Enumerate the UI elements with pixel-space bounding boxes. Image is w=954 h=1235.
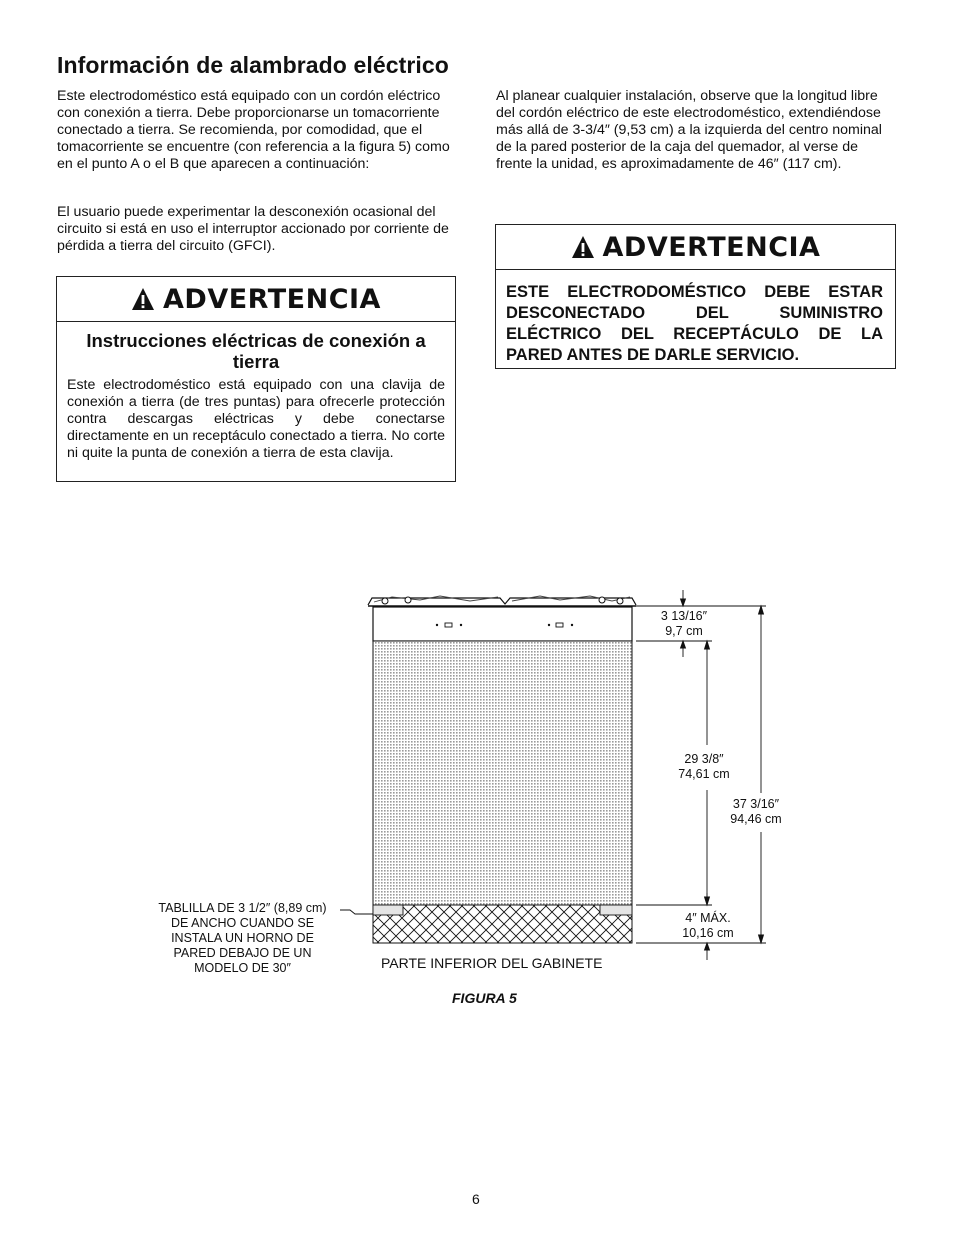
dimension-total-inches: 37 3/16″: [732, 797, 780, 811]
page-number: 6: [472, 1191, 480, 1207]
dimension-total: [716, 797, 796, 827]
warning-header: [496, 225, 895, 270]
dimension-bottom: [668, 911, 748, 941]
left-paragraph-2: El usuario puede experimentar la desconexión ocasional del circuito si está en uso el interruptor accionado por corriente de pérdida a tierra del circuito (GFCI).: [57, 204, 449, 254]
dimension-top-inches: 3 13/16″: [660, 609, 708, 623]
strip-note-line: MODELO DE 30″: [194, 961, 291, 975]
cabinet-bottom-hatch: [373, 905, 632, 943]
dimension-middle: [668, 752, 740, 782]
dimension-middle-inches: 29 3/8″: [684, 752, 724, 766]
strip-note: [140, 901, 345, 976]
dimension-top-cm: 9,7 cm: [665, 624, 703, 638]
warning-box-grounding: [56, 276, 456, 482]
control-panel: [373, 607, 632, 641]
dimension-total-cm: 94,46 cm: [730, 812, 782, 826]
warning-heading: ADVERTENCIA: [602, 231, 821, 263]
dimension-top: [648, 609, 720, 639]
warning-header: [57, 277, 455, 322]
warning-heading: ADVERTENCIA: [163, 283, 381, 315]
page-title: Información de alambrado eléctrico: [57, 52, 449, 78]
warning-body: Este electrodoméstico está equipado con una clavija de conexión a tierra (de tres puntas) para ofrecerle protección contra descargas eléctricas y debe conectarse directamente en un receptáculo conectado a tierra. No corte ni quite la punta de conexión a tierra de esta clavija.: [67, 377, 445, 461]
dimension-middle-cm: 74,61 cm: [678, 767, 730, 781]
warning-box-disconnect: [495, 224, 896, 369]
warning-body: ESTE ELECTRODOMÉSTICO DEBE ESTAR DESCONECTADO DEL SUMINISTRO ELÉCTRICO DEL RECEPTÁCULO DE LA PARED ANTES DE DARLE SERVICIO.: [506, 283, 883, 364]
figure-caption: FIGURA 5: [452, 990, 517, 1006]
cabinet-bottom-label: PARTE INFERIOR DEL GABINETE: [381, 955, 603, 971]
strip-note-line: TABLILLA DE 3 1/2″ (8,89 cm): [158, 901, 327, 915]
strip-note-line: PARED DEBAJO DE UN: [173, 946, 312, 960]
warning-triangle-icon: [131, 287, 155, 311]
strip-note-line: INSTALA UN HORNO DE: [171, 931, 314, 945]
dimension-bottom-inches: 4″ MÁX.: [685, 911, 731, 925]
right-paragraph-1: Al planear cualquier instalación, observe que la longitud libre del cordón eléctrico de este electrodoméstico, extendiéndose más allá de 3-3/4″ (9,53 cm) a la izquierda del centro nominal de la pared posterior de la caja del quemador, al verse de frente la unidad, es aproximadamente de 46″ (117 cm).: [496, 88, 882, 172]
warning-subheading: Instrucciones eléctricas de conexión a tierra: [86, 330, 426, 372]
dimension-bottom-cm: 10,16 cm: [682, 926, 734, 940]
cooktop-grates: [368, 596, 636, 606]
strip-note-line: DE ANCHO CUANDO SE: [170, 916, 315, 930]
warning-triangle-icon: [571, 235, 595, 259]
oven-body: [373, 641, 632, 905]
left-paragraph-1: Este electrodoméstico está equipado con un cordón eléctrico con conexión a tierra. Debe proporcionarse un tomacorriente conectado a tierra. Se recomienda, por comodidad, que el tomacorriente se encuentre (con referencia a la figura 5) como en el punto A o el B que aparecen a continuación:: [57, 88, 450, 172]
